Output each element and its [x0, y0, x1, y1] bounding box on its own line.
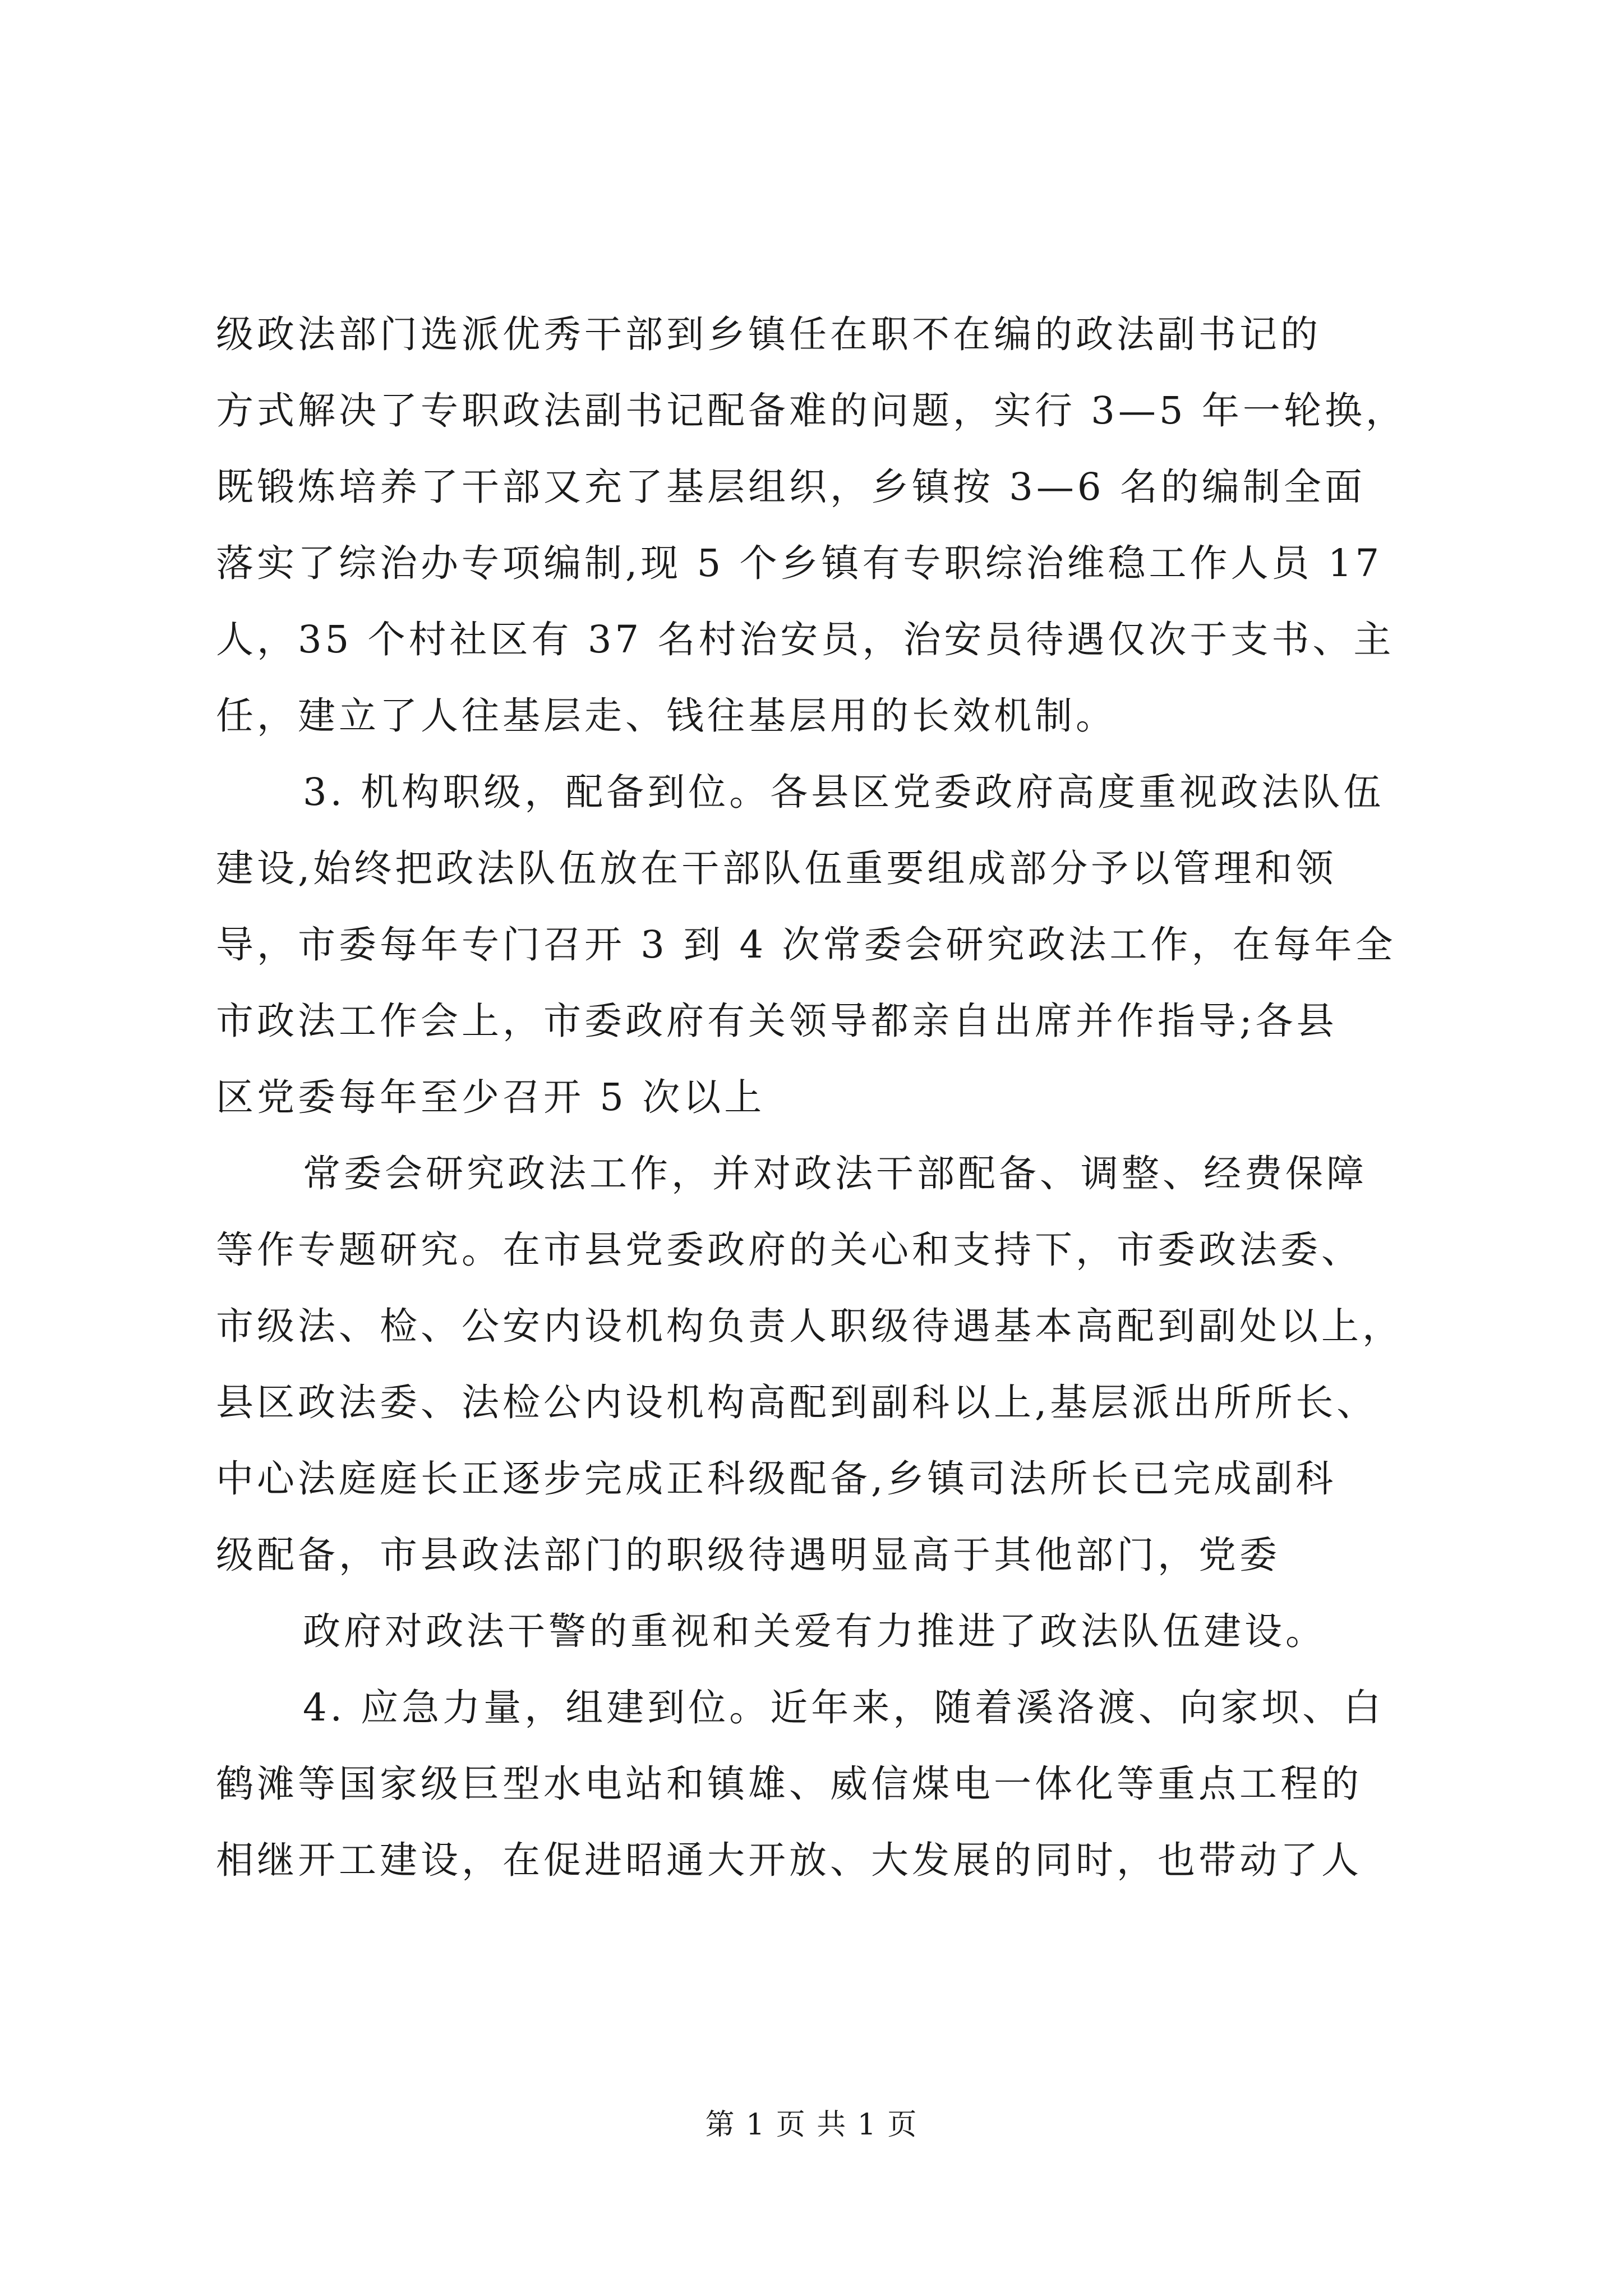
paragraph-first-line: 常委会研究政法工作，并对政法干部配备、调整、经费保障	[303, 1152, 1367, 1195]
text-line: 导，市委每年专门召开 3 到 4 次常委会研究政法工作，在每年全	[216, 923, 1396, 967]
text-line: 级配备，市县政法部门的职级待遇明显高于其他部门，党委	[216, 1533, 1280, 1577]
text-line: 级政法部门选派优秀干部到乡镇任在职不在编的政法副书记的	[216, 312, 1321, 356]
paragraph-first-line: 政府对政法干警的重视和关爱有力推进了政法队伍建设。	[303, 1609, 1326, 1653]
text-line: 市政法工作会上，市委政府有关领导都亲自出席并作指导;各县	[216, 999, 1338, 1043]
text-line: 中心法庭庭长正逐步完成正科级配备,乡镇司法所长已完成副科	[216, 1457, 1337, 1501]
text-line: 市级法、检、公安内设机构负责人职级待遇基本高配到副处以上，	[216, 1304, 1403, 1348]
text-line: 县区政法委、法检公内设机构高配到副科以上,基层派出所所长、	[216, 1381, 1378, 1424]
text-line: 既锻炼培养了干部又充了基层组织，乡镇按 3—6 名的编制全面	[216, 465, 1366, 509]
text-line: 人，35 个村社区有 37 名村治安员，治安员待遇仅次于支书、主	[216, 618, 1395, 661]
text-line: 方式解决了专职政法副书记配备难的问题，实行 3—5 年一轮换，	[216, 389, 1407, 432]
text-line: 等作专题研究。在市县党委政府的关心和支持下，市委政法委、	[216, 1228, 1362, 1272]
text-line: 鹤滩等国家级巨型水电站和镇雄、威信煤电一体化等重点工程的	[216, 1762, 1362, 1806]
text-line: 任，建立了人往基层走、钱往基层用的长效机制。	[216, 694, 1117, 738]
text-line: 区党委每年至少召开 5 次以上	[216, 1075, 766, 1119]
text-line: 相继开工建设，在促进昭通大开放、大发展的同时，也带动了人	[216, 1838, 1362, 1882]
paragraph-first-line: 4. 应急力量，组建到位。近年来，随着溪洛渡、向家坝、白	[303, 1686, 1385, 1729]
page-number-footer: 第 1 页 共 1 页	[705, 2108, 918, 2142]
body-text	[216, 296, 1416, 1898]
paragraph-first-line: 3. 机构职级，配备到位。各县区党委政府高度重视政法队伍	[303, 770, 1385, 814]
text-line: 建设,始终把政法队伍放在干部队伍重要组成部分予以管理和领	[216, 846, 1337, 890]
text-line: 落实了综治办专项编制,现 5 个乡镇有专职综治维稳工作人员 17	[216, 541, 1383, 585]
